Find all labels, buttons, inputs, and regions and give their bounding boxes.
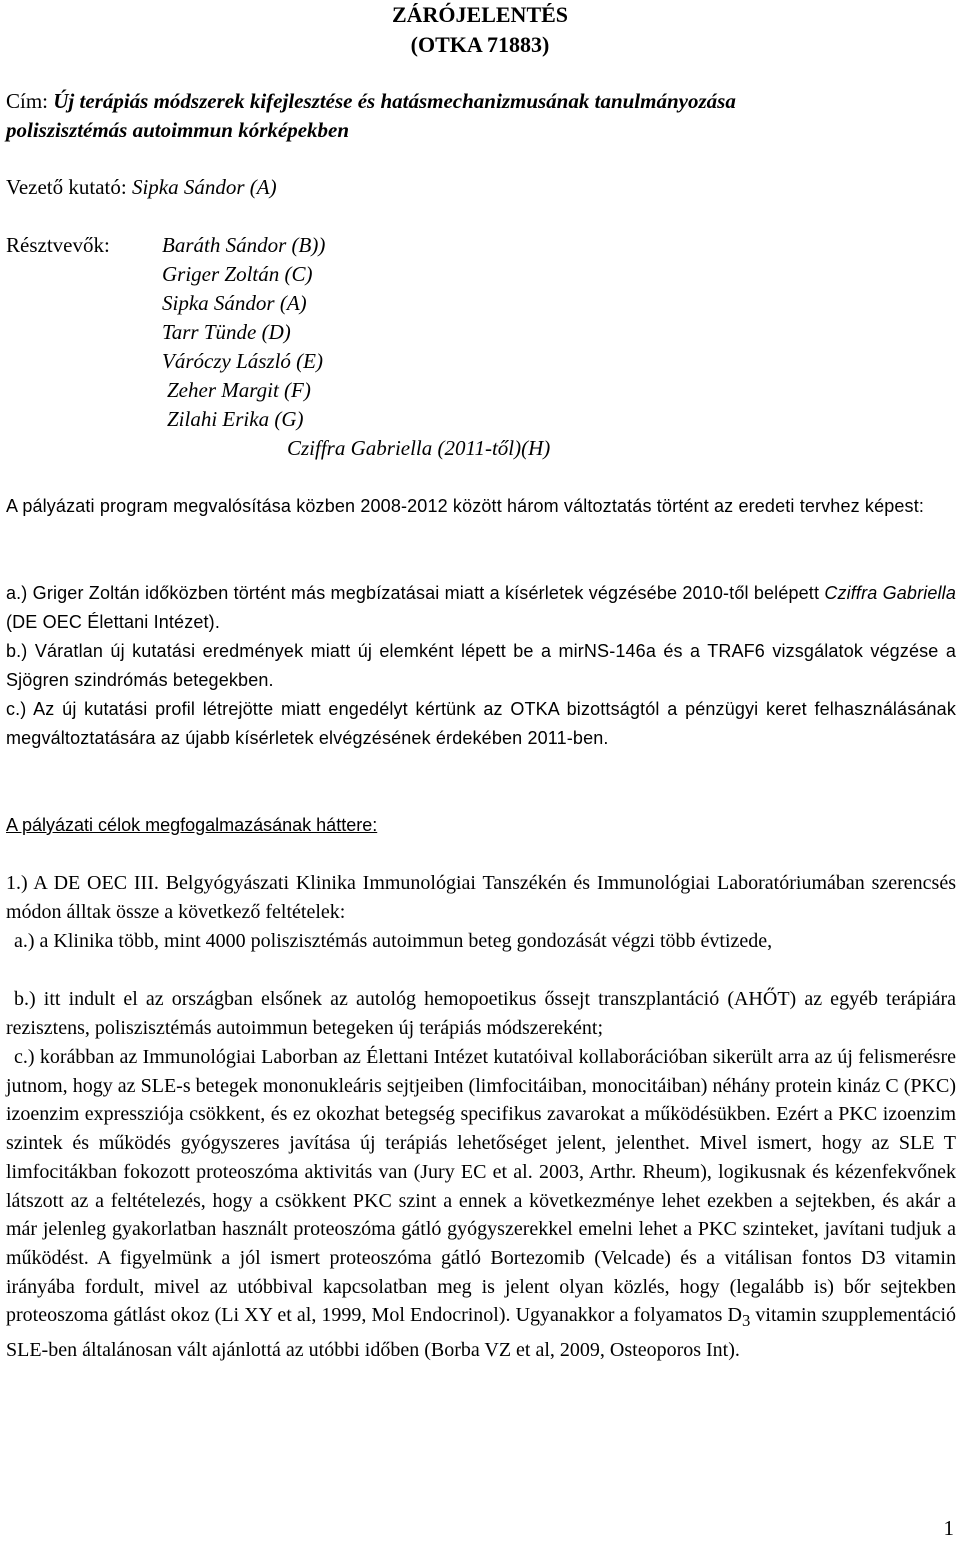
participant-2: Griger Zoltán (C) [162,262,313,286]
report-title: ZÁRÓJELENTÉS [391,2,569,27]
leader-row [6,173,956,201]
participants-label: Résztvevők: [6,233,110,257]
participant-4: Tarr Tünde (D) [162,320,291,344]
project-title-line-1: Új terápiás módszerek kifejlesztése és hatásmechanizmusának tanulmányozása [53,89,736,113]
background-heading [6,811,956,839]
leader-name: Sipka Sándor (A) [131,175,277,199]
change-a-text-end: (DE OEC Élettani Intézet). [6,612,220,632]
background-c [6,1043,956,1365]
participant-1: Baráth Sándor (B)) [162,233,326,257]
change-b: b.) Váratlan új kutatási eredmények miatt új elemként lépett be a mirNS-146a és a TRAF6 vizsgálatok végzése a Sjögren szindrómás betegekben. [6,641,956,690]
title-row-2 [6,116,956,144]
participant-8: Cziffra Gabriella (2011-től)(H) [287,436,551,460]
cim-label: Cím: [6,89,49,113]
background-c-text-end: vitamin szupplementáció SLE-ben általánosan vált ajánlottá az utóbbi időben (Borba VZ et al, 2009, Osteoporos Int). [6,1304,956,1362]
participant-5: Váróczy László (E) [162,349,323,373]
change-a-text: a.) Griger Zoltán időközben történt más megbízatásai miatt a kísérletek végzésébe 2010-től belépett [6,583,825,603]
change-c: c.) Az új kutatási profil létrejötte miatt engedélyt kértünk az OTKA bizottságtól a pénzügyi keret felhasználásának megváltoztatására az újabb kísérletek elvégzésének érdekében 2011-ben. [6,699,956,748]
background-a-text: a.) a Klinika több, mint 4000 poliszisztémás autoimmun beteg gondozását végzi több évtizede, [14,930,773,952]
page-number: 1 [943,1516,954,1540]
changes-intro: A pályázati program megvalósítása közben 2008-2012 között három változtatás történt az eredeti tervhez képest: [6,496,925,516]
change-a-name: Cziffra Gabriella [824,583,956,603]
title-row-1 [6,87,956,115]
background-c-text: c.) korábban az Immunológiai Laborban az Élettani Intézet kutatóival kollaborációban sikerült arra az új felismerésre jutnom, hogy az SLE-s betegek mononukleáris sejtjeiben (limfocitáiban, monocitáiban) néhány protein kináz C (PKC) izoenzim expressziója csökkent, és ez okozhat betegség specifikus zavarokat a működésükben. Ezért a PKC izoenzim szintek és működés gyógyszeres javítása új terápiás lehetőséget jelent, jelenthet. Mivel ismert, hogy az SLE T limfocitákban fokozott proteoszóma aktivitás van (Jury EC et al. 2003, Arthr. Rheum), logikusnak és kézenfekvőnek látszott az a feltételezés, hogy a csökkent PKC szint a ennek a következménye lehet ezekben a sejtekben, és akár a már jelenleg gyakorlatban használt proteoszóma gátló gyógyszerekkel emelni lehet a PKC szinteket, javítani tudjuk a működést. A figyelmünk a jól ismert proteoszóma gátló Bortezomib (Velcade) és a vitálisan fontos D3 vitamin irányába fordult, mivel az utóbbival kapcsolatban meg is jelent olyan közlés, hogy (legalább is) bőr sejtekben proteoszoma gátlást okoz (Li XY et al, 1999, Mol Endocrinol). Ugyanakkor a folyamatos D [6,1046,956,1327]
background-b [6,985,956,1042]
background-p1: 1.) A DE OEC III. Belgyógyászati Klinika Immunológiai Tanszékén és Immunológiai Laboratóriumában szerencsés módon álltak össze a következő feltételek: [6,872,956,923]
background-c-subscript: 3 [741,1311,751,1331]
project-title-line-2: poliszisztémás autoimmun kórképekben [6,118,350,142]
participant-3: Sipka Sándor (A) [162,291,307,315]
change-a [6,579,956,637]
background-heading-text: A pályázati célok megfogalmazásának háttere: [6,815,378,835]
background-b-text: b.) itt indult el az országban elsőnek az autológ hemopoetikus őssejt transzplantáció (AHŐT) az egyéb terápiára rezisztens, poliszisztémás autoimmun betegeken új terápiás módszereként; [6,988,956,1039]
background-a [6,927,956,956]
otka-code: (OTKA 71883) [410,32,550,57]
participant-6: Zeher Margit (F) [167,378,311,402]
participant-7: Zilahi Erika (G) [167,407,304,431]
leader-label: Vezető kutató: [6,175,127,199]
